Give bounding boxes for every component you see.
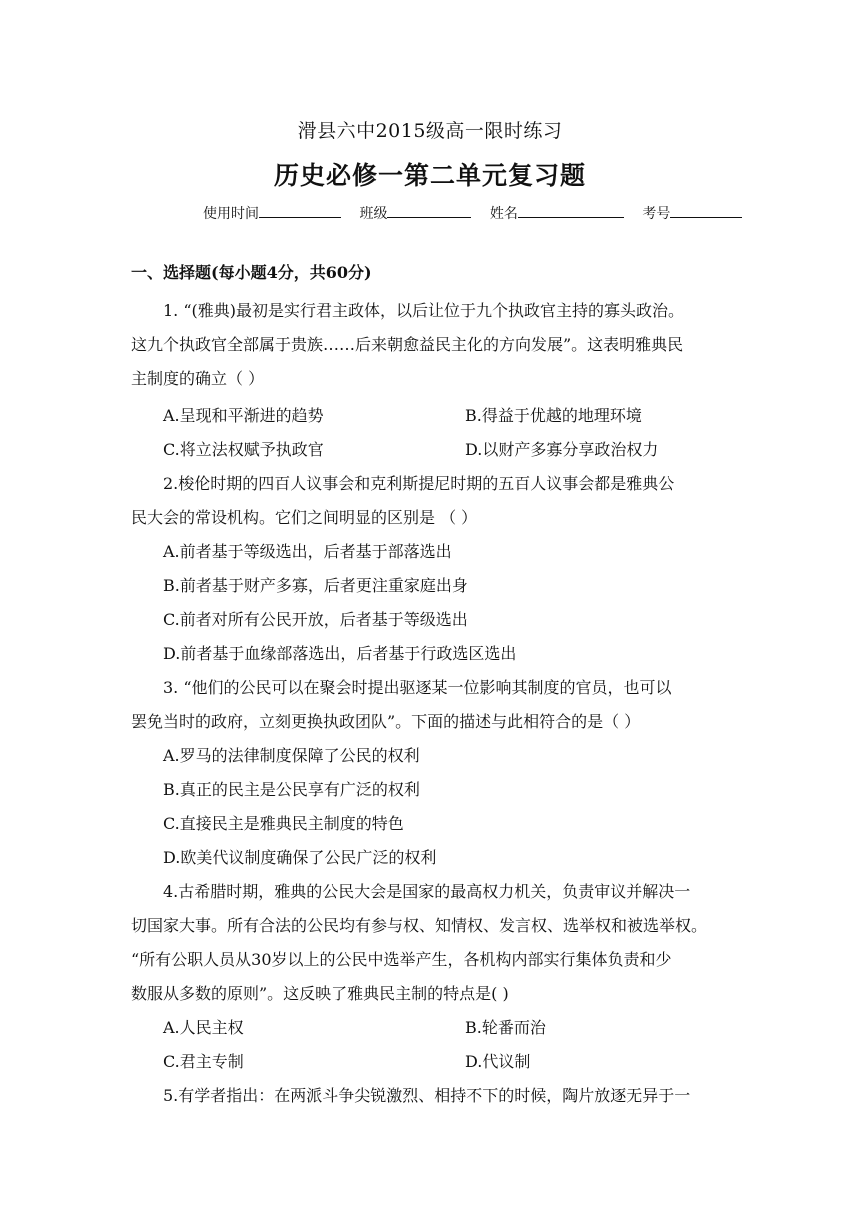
school-title: 滑县六中2015级高一限时练习 xyxy=(297,120,563,142)
student-info-row xyxy=(203,203,743,223)
question-2-option-b: B.前者基于财产多寡，后者更注重家庭出身 xyxy=(163,576,468,595)
class-field xyxy=(359,203,471,223)
question-1-option-b: B.得益于优越的地理环境 xyxy=(465,406,642,425)
class-label: 班级 xyxy=(359,206,388,222)
question-3-option-c: C.直接民主是雅典民主制度的特色 xyxy=(163,814,404,833)
question-2-option-a: A.前者基于等级选出，后者基于部落选出 xyxy=(163,542,452,561)
question-1-option-a: A.呈现和平渐进的趋势 xyxy=(163,406,324,425)
question-4-option-c: C.君主专制 xyxy=(163,1052,244,1071)
use-time-label: 使用时间 xyxy=(203,206,259,222)
question-4-option-d: D.代议制 xyxy=(465,1052,531,1071)
question-3-option-d: D.欧美代议制度确保了公民广泛的权利 xyxy=(163,848,437,867)
question-4-option-b: B.轮番而治 xyxy=(465,1018,546,1037)
name-blank xyxy=(518,203,624,218)
exam-number-blank xyxy=(670,203,742,218)
exam-title: 历史必修一第二单元复习题 xyxy=(273,161,586,190)
question-4-line-4: 数服从多数的原则”。这反映了雅典民主制的特点是( ) xyxy=(131,984,509,1003)
section-heading: 一、选择题(每小题4分，共60分) xyxy=(131,263,372,282)
question-1-line-2: 这九个执政官全部属于贵族……后来朝愈益民主化的方向发展”。这表明雅典民 xyxy=(131,335,684,354)
question-1-option-d: D.以财产多寡分享政治权力 xyxy=(465,440,659,459)
question-1-line-3: 主制度的确立（ ） xyxy=(131,369,265,388)
use-time-blank xyxy=(259,203,341,218)
question-4-option-a: A.人民主权 xyxy=(163,1018,244,1037)
name-field xyxy=(490,203,624,223)
use-time-field xyxy=(203,203,341,223)
question-4-line-3: “所有公职人员从30岁以上的公民中选举产生，各机构内部实行集体负责和少 xyxy=(131,950,672,969)
question-2-line-2: 民大会的常设机构。它们之间明显的区别是 （ ） xyxy=(131,508,478,527)
question-3-line-1: 3. “他们的公民可以在聚会时提出驱逐某一位影响其制度的官员，也可以 xyxy=(163,678,672,697)
question-4-line-1: 4.古希腊时期，雅典的公民大会是国家的最高权力机关，负责审议并解决一 xyxy=(163,882,691,901)
question-5-line-1: 5.有学者指出：在两派斗争尖锐激烈、相持不下的时候，陶片放逐无异于一 xyxy=(163,1086,691,1105)
question-3-option-b: B.真正的民主是公民享有广泛的权利 xyxy=(163,780,420,799)
question-1-option-c: C.将立法权赋予执政官 xyxy=(163,440,324,459)
exam-number-label: 考号 xyxy=(642,206,671,222)
exam-number-field xyxy=(642,203,742,223)
question-2-line-1: 2.梭伦时期的四百人议事会和克利斯提尼时期的五百人议事会都是雅典公 xyxy=(163,474,675,493)
question-3-option-a: A.罗马的法律制度保障了公民的权利 xyxy=(163,746,420,765)
question-2-option-d: D.前者基于血缘部落选出，后者基于行政选区选出 xyxy=(163,644,517,663)
question-3-line-2: 罢免当时的政府，立刻更换执政团队”。下面的描述与此相符合的是（ ） xyxy=(131,712,641,731)
question-2-option-c: C.前者对所有公民开放，后者基于等级选出 xyxy=(163,610,468,629)
question-4-line-2: 切国家大事。所有合法的公民均有参与权、知情权、发言权、选举权和被选举权。 xyxy=(131,916,708,935)
class-blank xyxy=(387,203,471,218)
question-1-line-1: 1. “(雅典)最初是实行君主政体，以后让位于九个执政官主持的寡头政治。 xyxy=(163,301,685,320)
name-label: 姓名 xyxy=(489,206,518,222)
